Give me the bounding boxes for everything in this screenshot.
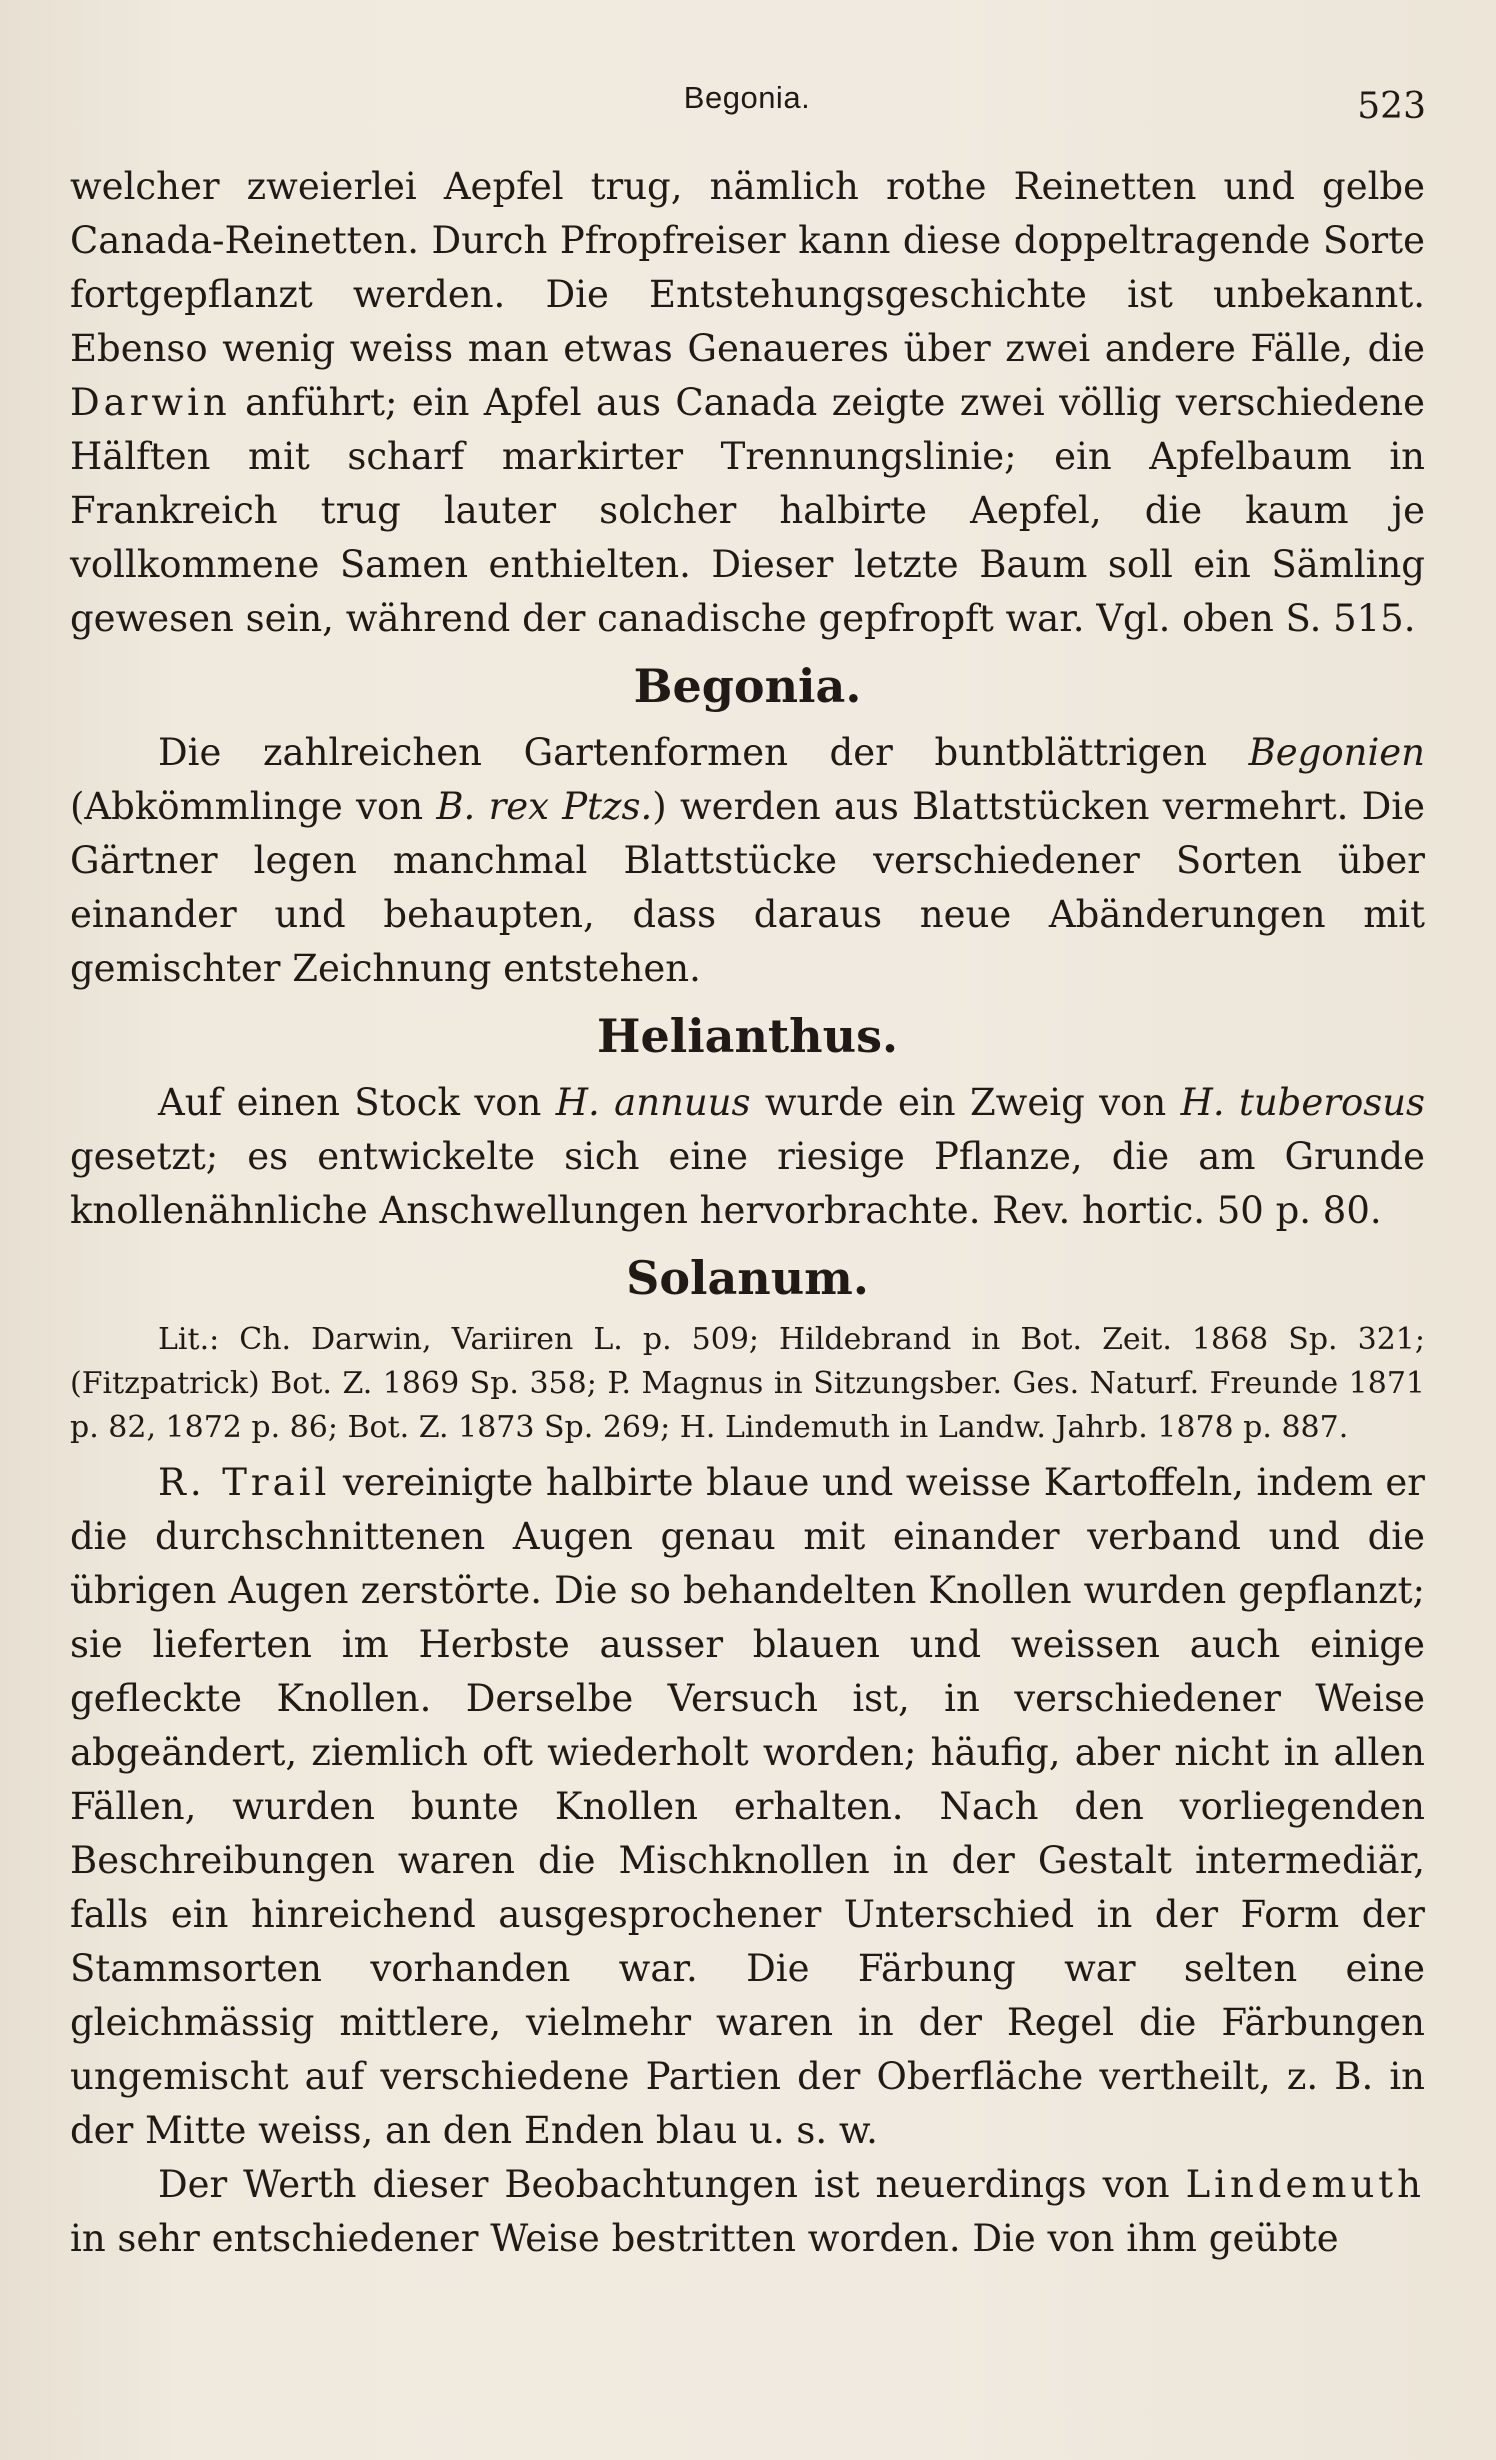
solanum-text-1: vereinigte halbirte blaue und weisse Kartoffeln, indem er die durchschnittenen Augen genau mit einander verband und die übrigen Augen zerstörte. Die so behandelten Knollen wurden gepflanzt; sie lieferten im Herbste ausser blauen und weissen auch einige gefleckte Knollen. Derselbe Versuch ist, in verschiedener Weise abgeändert, ziemlich oft wiederholt worden; häufig, aber nicht in allen Fällen, wurden bunte Knollen erhalten. Nach den vorliegenden Beschreibungen waren die Mischknollen in der Gestalt intermediär, falls ein hinreichend ausgesprochener Unterschied in der Form der Stammsorten vorhanden war. Die Färbung war selten eine gleichmässig mittlere, vielmehr waren in der Regel die Färbungen ungemischt auf verschiedene Partien der Oberfläche vertheilt, z. B. in der Mitte weiss, an den Enden blau u. s. w.: [70, 1461, 1425, 2152]
begonia-text-3: ) werden aus Blattstücken vermehrt. Die Gärtner legen manchmal Blattstücke verschiedener Sorten über einander und behaupten, dass daraus neue Abänderungen mit gemischter Zeichnung entstehen.: [70, 785, 1425, 990]
running-head: Begonia.: [683, 80, 811, 115]
solanum-text-2: Der Werth dieser Beobachtungen ist neuerdings von: [158, 2163, 1186, 2206]
author-name-lindemuth: Lindemuth: [1185, 2163, 1425, 2206]
begonia-text-2: (Abkömmlinge von: [70, 785, 437, 828]
section-heading-begonia: Begonia.: [633, 659, 862, 713]
begonia-text-1: Die zahlreichen Gartenformen der buntblättrigen: [158, 731, 1249, 774]
helianthus-paragraph: [70, 1076, 1425, 1238]
solanum-paragraph-1: [70, 1456, 1425, 2158]
solanum-text-3: in sehr entschiedener Weise bestritten worden. Die von ihm geübte: [70, 2217, 1339, 2260]
section-heading-solanum: Solanum.: [626, 1251, 869, 1305]
page-number: 523: [1357, 86, 1426, 127]
intro-text: welcher zweierlei Aepfel trug, nämlich rothe Reinetten und gelbe Canada-Reinetten. Durch Pfropfreiser kann diese doppeltragende Sorte fortgepflanzt werden. Die Entstehungsgeschichte ist unbekannt. Ebenso wenig weiss man etwas Genaueres über zwei andere Fälle, die: [70, 165, 1425, 370]
author-name-trail: R. Trail: [158, 1461, 331, 1504]
intro-paragraph: [70, 160, 1425, 646]
begonia-italic-2: B. rex Ptzs.: [436, 785, 653, 828]
solanum-paragraph-2: [70, 2158, 1425, 2266]
page-header: [68, 78, 1426, 126]
helianthus-text-2: wurde ein Zweig von: [750, 1081, 1181, 1124]
intro-text-rest: anführt; ein Apfel aus Canada zeigte zwei völlig verschiedene Hälften mit scharf markirter Trennungslinie; ein Apfelbaum in Frankreich trug lauter solcher halbirte Aepfel, die kaum je vollkommene Samen enthielten. Dieser letzte Baum soll ein Sämling gewesen sein, während der canadische gepfropft war. Vgl. oben S. 515.: [70, 381, 1425, 640]
begonia-paragraph: [70, 726, 1425, 996]
section-heading-helianthus: Helianthus.: [597, 1009, 898, 1063]
helianthus-text-1: Auf einen Stock von: [158, 1081, 556, 1124]
helianthus-text-3: gesetzt; es entwickelte sich eine riesige Pflanze, die am Grunde knollenähnliche Anschwellungen hervorbrachte. Rev. hortic. 50 p. 80.: [70, 1135, 1425, 1232]
page-body: [70, 160, 1425, 2266]
author-name-darwin: Darwin: [70, 381, 231, 424]
helianthus-italic-1: H. annuus: [555, 1081, 751, 1124]
begonia-italic-1: Begonien: [1248, 731, 1425, 774]
solanum-literature: Lit.: Ch. Darwin, Variiren L. p. 509; Hildebrand in Bot. Zeit. 1868 Sp. 321; (Fitzpatrick) Bot. Z. 1869 Sp. 358; P. Magnus in Sitzungsber. Ges. Naturf. Freunde 1871 p. 82, 1872 p. 86; Bot. Z. 1873 Sp. 269; H. Lindemuth in Landw. Jahrb. 1878 p. 887.: [70, 1322, 1425, 1445]
helianthus-italic-2: H. tuberosus: [1180, 1081, 1426, 1124]
